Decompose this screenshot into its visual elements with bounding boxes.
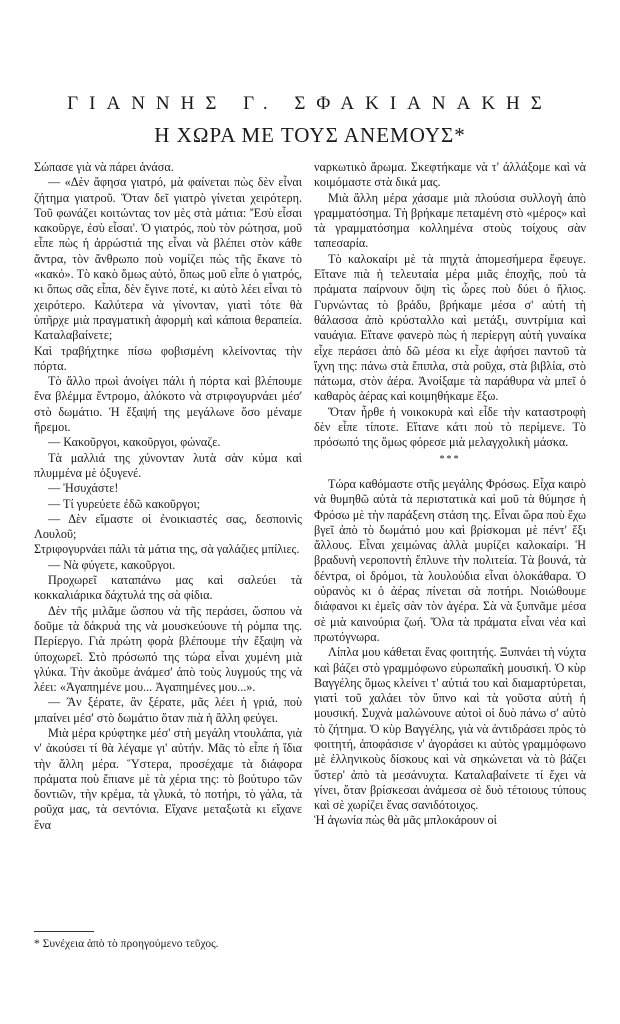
paragraph: Προχωρεῖ καταπάνω μας καὶ σαλεύει τὰ κοκκαλιάρικα δάχτυλά της σὰ φίδια.	[34, 573, 302, 603]
paragraph: Ὅταν ἦρθε ἡ νοικοκυρὰ καὶ εἶδε τὴν καταστροφὴ δὲν εἶπε τίποτε. Εἴτανε κάτι ποὺ τὸ περίμενε. Τὸ πρόσωπό της ὅμως φόρεσε μιὰ μελαγχολικὴ μάσκα.	[314, 404, 586, 450]
story-title: Η ΧΩΡΑ ΜΕ ΤΟΥΣ ΑΝΕΜΟΥΣ*	[154, 123, 466, 147]
paragraph: Τὸ ἄλλο πρωὶ ἀνοίγει πάλι ἡ πόρτα καὶ βλέπουμε ἕνα βλέμμα ἔντρομο, ἀλόκοτο νὰ στριφογυρνάει μέσ' στὸ δωμάτιο. Ἡ ἔξαψή της μεγάλωνε ὅσο μέναμε ἤρεμοι.	[34, 374, 302, 435]
left-column	[34, 160, 302, 833]
section-separator: ***	[439, 453, 461, 465]
paragraph: Μιὰ μέρα κρύφτηκε μέσ' στὴ μεγάλη ντουλάπα, γιὰ ν' ἀκούσει τί θὰ λέγαμε γι' αὐτήν. Μᾶς τὸ εἶπε ἡ ἴδια τὴν ἄλλη μέρα. Ὕστερα, προσέχαμε τὰ διάφορα πράματα ποὺ ἔπιανε μὲ τὰ χέρια της: τὸ βούτυρο τῶν δοντιῶν, τὴν κρέμα, τὰ γλυκά, τὸ ποτήρι, τὸ γάλα, τὰ ροῦχα μας, τὰ σεντόνια. Εἴχανε μεταξωτὰ κι εἴχανε ἕνα	[34, 725, 302, 832]
paragraph: Δὲν τῆς μιλᾶμε ὥσπου νὰ τῆς περάσει, ὥσπου νὰ δοῦμε τὰ δάκρυά της νὰ μουσκεύουνε τὴ ρόμπα της. Περίεργο. Γιὰ πρώτη φορὰ βλέπουμε τὴν ἔξαψη νὰ ὑποχωρεῖ. Στὸ πρόσωπό της τώρα εἶναι χυμένη μιὰ γλύκα. Τὴν ἀκοῦμε ἀνάμεσ' ἀπὸ τοὺς λυγμούς της νὰ λέει: «Ἀγαπημένε μου... Ἀγαπημένες μου...».	[34, 603, 302, 695]
paragraph: Τώρα καθόμαστε στῆς μεγάλης Φρόσως. Εἶχα καιρὸ νὰ θυμηθῶ αὐτὰ τὰ περιστατικὰ καὶ μοῦ τὰ θύμησε ἡ Φρόσω μὲ τὴν παράξενη στάση της. Εἶναι ὥρα ποὺ ἔχω βγεῖ ἀπὸ τὸ δωμάτιό μου καὶ βρίσκομαι μὲ πέντ' ἕξι ἄλλους. Εἶναι χειμώνας ἀλλὰ μυρίζει καλοκαίρι. Ἡ βραδυνὴ νεροποντὴ ἔπλυνε τὴν πολιτεία. Τὰ βουνά, τὰ δέντρα, οἱ δρόμοι, τὰ λουλούδια εἶναι ὁλοκάθαρα. Ὁ οὐρανὸς κι ὁ ἀέρας πίνεται σὰ ποτήρι. Νοιώθουμε διάφανοι κι ἐμεῖς σὰν τὸν ἀγέρα. Σὰ νὰ ξυπνᾶμε μέσα σὲ μιὰ καινούρια ζωή. Ὅλα τὰ πράματα εἶναι νέα καὶ πρωτόγνωρα.	[314, 476, 586, 644]
paragraph: — Ἠσυχάστε!	[48, 481, 119, 496]
paragraph: Μιὰ ἄλλη μέρα χάσαμε μιὰ πλούσια συλλογὴ ἀπὸ γραμματόσημα. Τὴ βρήκαμε πεταμένη στὸ «μέρος» καὶ τὰ γραμματόσημα κολλημένα στοὺς τοίχους σὰν ταπεσαρία.	[314, 190, 587, 251]
paragraph: — Δὲν εἴμαστε οἱ ἐνοικιαστές σας, δεσποινὶς Λουλοῦ;	[34, 511, 302, 542]
paragraph: — Νὰ φύγετε, κακοῦργοι.	[48, 557, 176, 572]
paragraph: — Κακοῦργοι, κακοῦργοι, φώναζε.	[48, 435, 221, 450]
paragraph: Καὶ τραβήχτηκε πίσω φοβισμένη κλείνοντας τὴν πόρτα.	[34, 343, 302, 373]
footnote-rule	[34, 931, 94, 932]
paragraph: — «Δὲν ἄφησα γιατρό, μὰ φαίνεται πὼς δὲν εἶναι ζήτημα γιατροῦ. Ὅταν δεῖ γιατρὸ γίνεται χειρότερη. Τοῦ φωνάζει κοιτώντας τον μὲς στὰ μάτια: 'Ἐσὺ εἶσαι κακοῦργε, ἐσὺ εἶσαι'. Ὁ γιατρός, ποὺ τὸν ρώτησα, μοῦ εἶπε πὼς ἡ ἀρρώστιά της εἶναι νὰ βλέπει στὸν κάθε ἄντρα, τὸν ἄνθρωπο ποὺ νομίζει πὼς τῆς ἔκανε τὸ «κακό». Τὸ κακὸ ὅμως αὐτό, ὅπως μοῦ εἶπε ὁ γιατρός, κι ὅπως σᾶς εἶπα, δὲν ἔγινε ποτέ, κι αὐτὸ λέει εἶναι τὸ χειρότερο. Καλύτερα νὰ γίνονταν, γιατὶ τότε θὰ ὑπῆρχε μιὰ πραγματικὴ ἀφορμὴ καὶ κάποια θεραπεία. Καταλαβαίνετε;	[34, 175, 302, 343]
paragraph: Στριφογυρνάει πάλι τὰ μάτια της, σὰ γαλάζιες μπίλιες.	[34, 542, 300, 557]
author-name: ΓΙΑΝΝΗΣ Γ. ΣΦΑΚΙΑΝΑΚΗΣ	[67, 93, 553, 114]
footnote: * Συνέχεια ἀπὸ τὸ προηγούμενο τεῦχος.	[34, 938, 219, 950]
paragraph: Ἡ ἀγωνία πὼς θὰ μᾶς μπλοκάρουν οἱ	[314, 813, 497, 828]
paragraph: Λίπλα μου κάθεται ἕνας φοιτητής. Ξυπνάει τὴ νύχτα καὶ βάζει στὸ γραμμόφωνο εὐρωπαϊκὴ μουσική. Ὁ κὺρ Βαγγέλης ὅμως κλείνει τ' αὐτιά του καὶ διαμαρτύρεται, γιατὶ τοῦ χαλάει τὸν ὕπνο καὶ τὰ γοῦστα αὐτὴ ἡ μουσική. Συχνὰ μαλώνουνε αὐτοὶ οἱ δυὸ πάνω σ' αὐτὸ τὸ ζήτημα. Ὁ κὺρ Βαγγέλης, γιὰ νὰ ἀντιδράσει πρὸς τὸ φοιτητή, ἀποφάσισε ν' ἀγοράσει κι αὐτὸς γραμμόφωνο μὲ ἑλληνικοὺς δίσκους καὶ νὰ σηκώνεται νὰ τὸ βάζει ὕστερ' ἀπὸ τὰ μεσάνυχτα. Καταλαβαίνετε τί ἔχει νὰ γίνει, ὅταν βρίσκεσαι ἀνάμεσα σὲ δυὸ τέτοιους τύπους καὶ σὲ χωρίζει ἕνας σανιδότοιχος.	[314, 645, 586, 813]
paragraph: Τὸ καλοκαίρι μὲ τὰ πηχτὰ ἀπομεσήμερα ἔφευγε. Εἴτανε πιὰ ἡ τελευταία μέρα μιᾶς ἐποχῆς, ποὺ τὰ πράματα παίρνουν ὄψη τὶς ὧρες ποὺ δύει ὁ ἥλιος. Γυρνώντας τὸ βράδυ, βρήκαμε μέσα σ' αὐτὴ τὴ θάλασσα ἀπὸ κρύσταλλο καὶ μετάξι, συντρίμια καὶ ναυάγια. Εἴτανε φανερὸ πὼς ἡ περίεργη αὐτὴ γυναίκα εἶχε περάσει ἀπὸ δῶ μέσα κι εἶχε ἀφήσει παντοῦ τὰ ἴχνη της: πάνω στὰ ἔπιπλα, στὰ ροῦχα, στὰ βιβλία, στὸ πάτωμα, στὸν ἀέρα. Ἀνοίξαμε τὰ παράθυρα νὰ μπεῖ ὁ καθαρὸς ἀέρας καὶ κοιμηθήκαμε ἔξω.	[314, 251, 586, 404]
paragraph: — Ἂν ξέρατε, ἂν ξέρατε, μᾶς λέει ἡ γριά, ποὺ μπαίνει μέσ' στὸ δωμάτιο ὅταν πιὰ ἡ ἄλλη φεύγει.	[34, 695, 302, 725]
paragraph: Τὰ μαλλιά της χύνονταν λυτὰ σὰν κύμα καὶ πλυμμένα μὲ ὀξυγενέ.	[34, 450, 302, 480]
right-column	[314, 160, 586, 829]
paragraph: — Τί γυρεύετε ἐδῶ κακοῦργοι;	[48, 496, 201, 511]
paragraph: ναρκωτικὸ ἄρωμα. Σκεφτήκαμε νὰ τ' ἀλλάξομε καὶ νὰ κοιμόμαστε στὰ δικά μας.	[314, 160, 586, 190]
paragraph: Σώπασε γιὰ νὰ πάρει ἀνάσα.	[34, 160, 174, 174]
